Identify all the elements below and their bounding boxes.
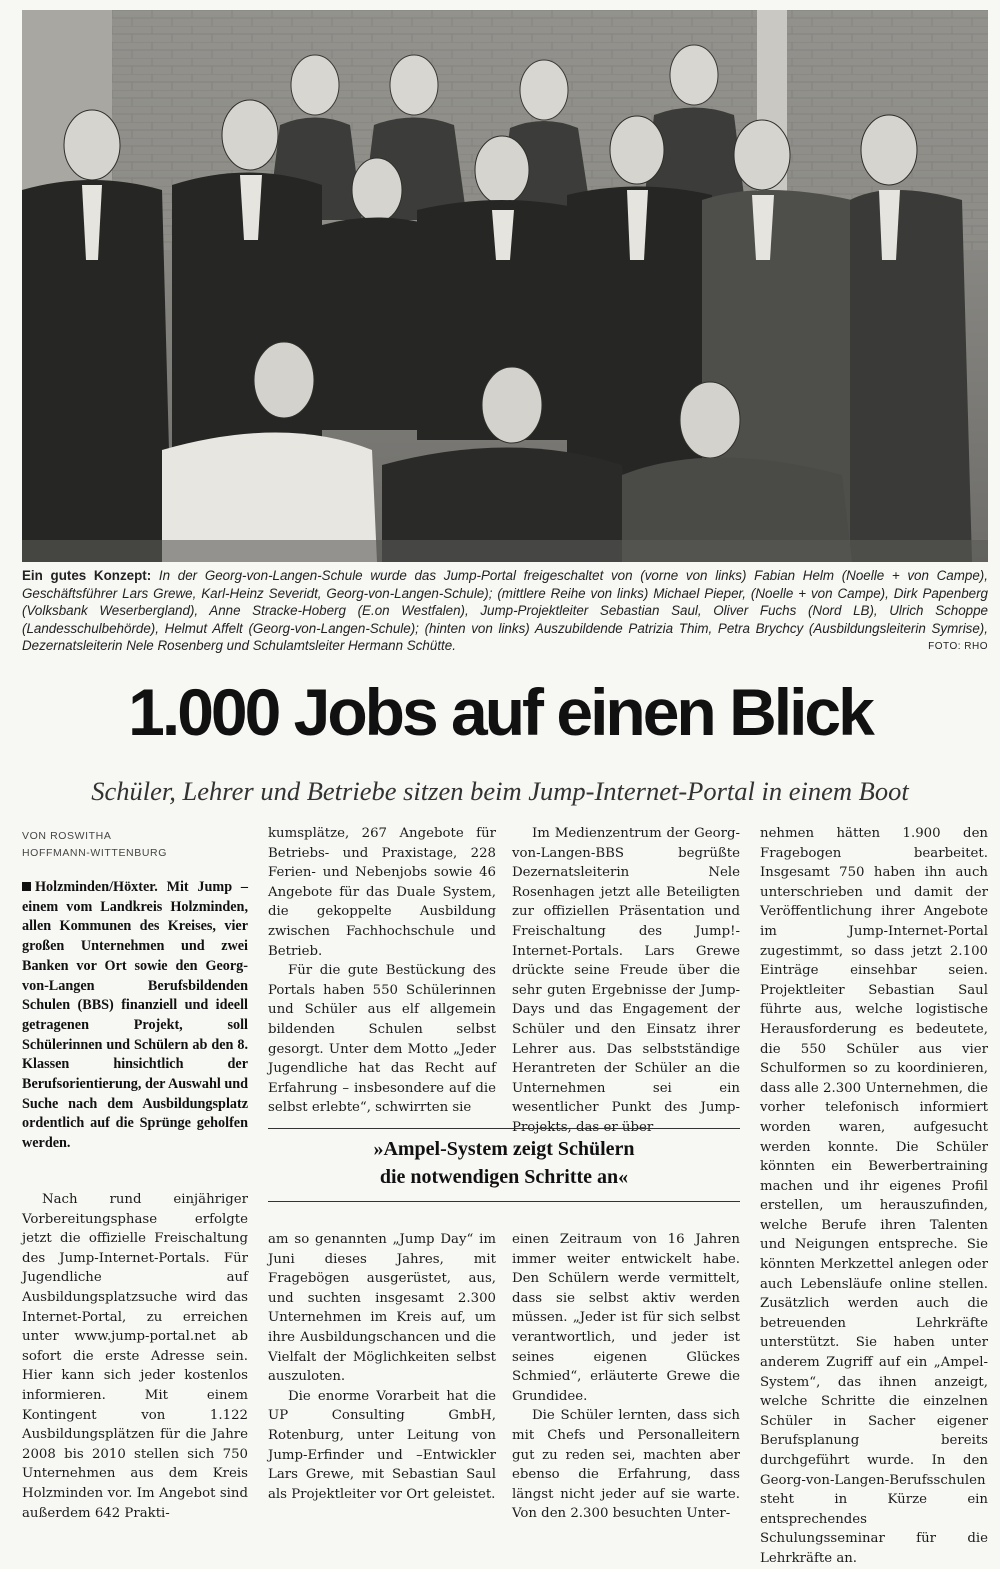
square-bullet-icon [22,882,31,891]
intro-text: Holzminden/Höxter. Mit Jump – einem vom Landkreis Holzminden, allen Kommunen des Kreises, vier großen Unternehmen und zwei Banken vor Ort sowie den Georg-von-Langen Berufsbildenden Schulen (BBS) finanziell und ideell getragenen Projekt, soll Schülerinnen und Schülern ab den 8. Klassen hinsichtlich der Berufsorientierung, der Auswahl und Suche nach dem Ausbildungsplatz ordentlich auf die Sprünge geholfen werden. [22,879,248,1152]
col4-paragraph-1: nehmen hätten 1.900 den Fragebogen bearbeitet. Insgesamt 750 haben ihn auch unterschrieben und damit der Veröffentlichung ihrer Angebote im Jump-Internet-Portal zugestimmt, so dass jetzt 2.100 Einträge einsehbar seien. Projektleiter Sebastian Saul führte aus, welche logistische Herausforderung es bedeutete, die 550 Schüler aus vier Schulformen so zu koordinieren, dass alle 2.300 Unternehmen, die vorher telefonisch informiert worden waren, aufgesucht werden konnte. Die Schüler könnten ein Bewerbertraining machen und ihr eigenes Profil erstellen, um herauszufinden, welche Berufe ihren Talenten und Neigungen entspreche. Sie könnten Merkzettel anlegen oder auch Lebensläufe online stellen. Zusätzlich werden auch die betreuenden Lehrkräfte unterstützt. Sie haben unter anderem Zugriff auf ein „Ampel-System“, das ihnen anzeigt, welche Schritte die einzelnen Schüler in Sacher eigener Berufsplanung bereits durchgeführt wurde. In den Georg-von-Langen-Berufsschulen steht in Kürze ein entsprechendes Schulungsseminar für die Lehrkräfte an. [760,826,988,1566]
pull-quote-line1: »Ampel-System zeigt Schülern [373,1138,635,1160]
col2-paragraph-3: am so genannten „Jump Day“ im Juni dieses Jahres, mit Fragebögen ausgerüstet, aus, und suchten insgesamt 2.300 Unternehmen im Kreis auf, um ihre Ausbildungschancen und die Vielfalt der Möglichkeiten selbst auszuloten. [268,1232,496,1385]
column-1 [22,1190,248,1523]
headline: 1.000 Jobs auf einen Blick [128,675,872,749]
byline-line1: VON ROSWITHA [22,830,112,842]
column-3-upper [512,824,740,1138]
col2-paragraph-2: Für die gute Bestückung des Portals haben 550 Schülerinnen und Schüler aus elf allgemein bildenden Schulen selbst gesorgt. Unter dem Motto „Jeder Jugendliche hat das Recht auf Erfahrung – insbesondere auf die selbst erlebte“, schwirrten sie [268,963,496,1116]
column-2-upper [268,824,496,1118]
photo-credit: FOTO: RHO [922,638,988,656]
caption-lead: Ein gutes Konzept: [22,568,152,583]
column-4 [760,824,988,1569]
col3-paragraph-2: einen Zeitraum von 16 Jahren immer weiter entwickelt habe. Den Schülern werde vermittelt, dass sie selbst aktiv werden müssen. „Jeder ist für sich selbst verantwortlich, und jeder ist seines eigenen Glückes Schmied“, erläuterte Grewe die Grundidee. [512,1232,740,1404]
article-intro [22,878,248,1154]
pull-quote [268,1128,740,1202]
column-2-lower [268,1230,496,1504]
group-photo [22,10,988,562]
byline [22,828,242,862]
col2-paragraph-1: kumsplätze, 267 Angebote für Betriebs- und Praxistage, 228 Ferien- und Nebenjobs sowie 46 Angebote für das Duale System, die gekoppelte Ausbildung zwischen Fachhochschule und Betrieb. [268,826,496,959]
byline-line2: HOFFMANN-WITTENBURG [22,847,167,859]
column-3-lower [512,1230,740,1524]
pull-quote-line2: die notwendigen Schritte an« [379,1166,629,1188]
col3-paragraph-1: Im Medienzentrum der Georg-von-Langen-BBS begrüßte Dezernatsleiterin Nele Rosenhagen jetzt alle Beteiligten zur offiziellen Präsentation und Freischaltung des Jump!-Internet-Portals. Lars Grewe drückte seine Freude über die sehr guten Ergebnisse der Jump-Days und das Engagement der Schüler und den Einsatz ihrer Lehrer aus. Das selbstständige Herantreten der Schüler an die Unternehmen sei ein wesentlicher Punkt des Jump-Projekts, das er über [512,826,740,1135]
group-photo-image [22,10,988,562]
subheadline: Schüler, Lehrer und Betriebe sitzen beim Jump-Internet-Portal in einem Boot [91,776,909,806]
col2-paragraph-4: Die enorme Vorarbeit hat die UP Consulting GmbH, Rotenburg, unter Leitung von Jump-Erfinder und –Entwickler Lars Grewe, mit Sebastian Saul als Projektleiter vor Ort geleistet. [268,1388,496,1502]
col3-paragraph-3: Die Schüler lernten, dass sich mit Chefs und Personalleitern gut zu reden sei, machten aber ebenso die Erfahrung, dass längst nicht jeder auf sie warte. Von den 2.300 besuchten Unter- [512,1408,740,1522]
col1-paragraph-1: Nach rund einjähriger Vorbereitungsphase erfolgte jetzt die offizielle Freischaltung des Jump-Internet-Portals. Für Jugendliche auf Ausbildungsplatzsuche wird das Internet-Portal, zu erreichen unter www.jump-portal.net ab sofort die erste Adresse sein. Hier kann sich jeder kostenlos informieren. Mit einem Kontingent von 1.122 Ausbildungsplätzen für die Jahre 2008 bis 2010 stellen sich 750 Unternehmen aus dem Kreis Holzminden vor. Im Angebot sind außerdem 642 Prakti- [22,1192,248,1521]
photo-caption [22,567,988,655]
caption-body: In der Georg-von-Langen-Schule wurde das Jump-Portal freigeschaltet von (vorne von links) Fabian Helm (Noelle + von Campe), Geschäftsführer Lars Grewe, Karl-Heinz Severidt, Georg-von-Langen-Schule); (mittlere Reihe von links) Michael Pieper, (Noelle + von Campe), Dirk Papenberg (Volksbank Weserbergland), Anne Stracke-Hoberg (E.on Westfalen), Jump-Projektleiter Sebastian Saul, Oliver Fuchs (Nord LB), Ulrich Schoppe (Landesschulbehörde), Helmut Affelt (Georg-von-Langen-Schule); (hinten von links) Auszubildende Patrizia Thim, Petra Brychcy (Ausbildungsleiterin Symrise), Dezernatsleiterin Nele Rosenberg und Schulamtsleiter Hermann Schütte. [22,568,988,653]
